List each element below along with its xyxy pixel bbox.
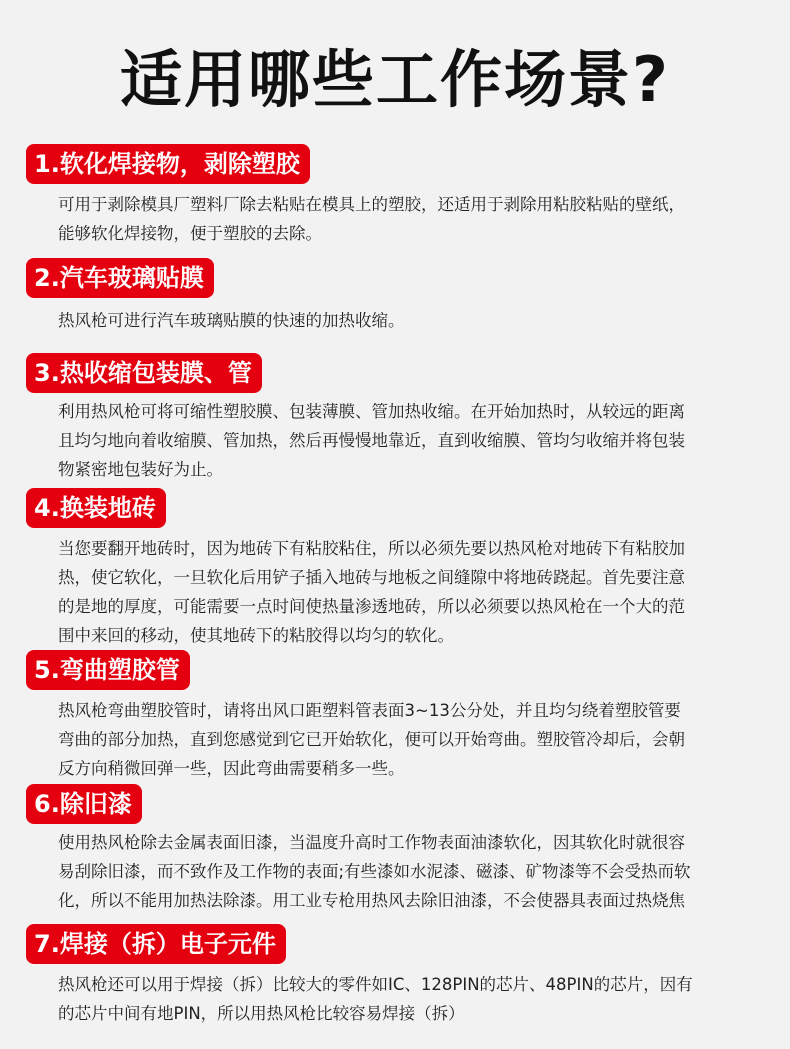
paragraph-line: 使用热风枪除去金属表面旧漆，当温度升高时工作物表面油漆软化，因其软化时就很容 [58, 833, 685, 852]
paragraph-line: 的芯片中间有地PIN，所以用热风枪比较容易焊接（拆） [58, 1004, 465, 1023]
section-heading-badge: 2.汽车玻璃贴膜 [26, 258, 214, 298]
section-paragraph [58, 696, 758, 783]
paragraph-line: 围中来回的移动，使其地砖下的粘胶得以均匀的软化。 [58, 626, 454, 645]
paragraph-line: 化，所以不能用加热法除漆。用工业专枪用热风去除旧油漆，不会使器具表面过热烧焦 [58, 891, 685, 910]
section-paragraph [58, 397, 758, 484]
section-heading-badge: 3.热收缩包装膜、管 [26, 353, 262, 393]
section-heading-badge: 1.软化焊接物，剥除塑胶 [26, 144, 310, 184]
paragraph-line: 热风枪可进行汽车玻璃贴膜的快速的加热收缩。 [58, 311, 405, 330]
page-title: 适用哪些工作场景? [120, 43, 670, 116]
paragraph-line: 可用于剥除模具厂塑料厂除去粘贴在模具上的塑胶，还适用于剥除用粘胶粘贴的壁纸， [58, 195, 685, 214]
paragraph-line: 反方向稍微回弹一些，因此弯曲需要稍多一些。 [58, 759, 405, 778]
section-paragraph [58, 306, 758, 335]
section-heading-badge: 6.除旧漆 [26, 784, 142, 824]
section-heading-badge: 7.焊接（拆）电子元件 [26, 924, 286, 964]
paragraph-line: 的是地的厚度，可能需要一点时间使热量渗透地砖，所以必须要以热风枪在一个大的范 [58, 597, 685, 616]
section-heading-badge: 4.换装地砖 [26, 488, 166, 528]
paragraph-line: 且均匀地向着收缩膜、管加热，然后再慢慢地靠近，直到收缩膜、管均匀收缩并将包装 [58, 431, 685, 450]
paragraph-line: 易刮除旧漆，而不致作及工作物的表面;有些漆如水泥漆、磁漆、矿物漆等不会受热而软 [58, 862, 691, 881]
paragraph-line: 热风枪还可以用于焊接（拆）比较大的零件如IC、128PIN的芯片、48PIN的芯片，因有 [58, 975, 693, 994]
section-heading-badge: 5.弯曲塑胶管 [26, 650, 190, 690]
paragraph-line: 热，使它软化，一旦软化后用铲子插入地砖与地板之间缝隙中将地砖跷起。首先要注意 [58, 568, 685, 587]
section-paragraph [58, 534, 758, 650]
paragraph-line: 弯曲的部分加热，直到您感觉到它已开始软化，便可以开始弯曲。塑胶管冷却后，会朝 [58, 730, 685, 749]
paragraph-line: 利用热风枪可将可缩性塑胶膜、包装薄膜、管加热收缩。在开始加热时，从较远的距离 [58, 402, 685, 421]
paragraph-line: 能够软化焊接物，便于塑胶的去除。 [58, 224, 322, 243]
paragraph-line: 物紧密地包装好为止。 [58, 460, 223, 479]
section-paragraph [58, 190, 758, 248]
paragraph-line: 热风枪弯曲塑胶管时，请将出风口距塑料管表面3~13公分处，并且均匀绕着塑胶管要 [58, 701, 681, 720]
section-paragraph [58, 970, 758, 1028]
paragraph-line: 当您要翻开地砖时，因为地砖下有粘胶粘住，所以必须先要以热风枪对地砖下有粘胶加 [58, 539, 685, 558]
section-paragraph [58, 828, 758, 915]
